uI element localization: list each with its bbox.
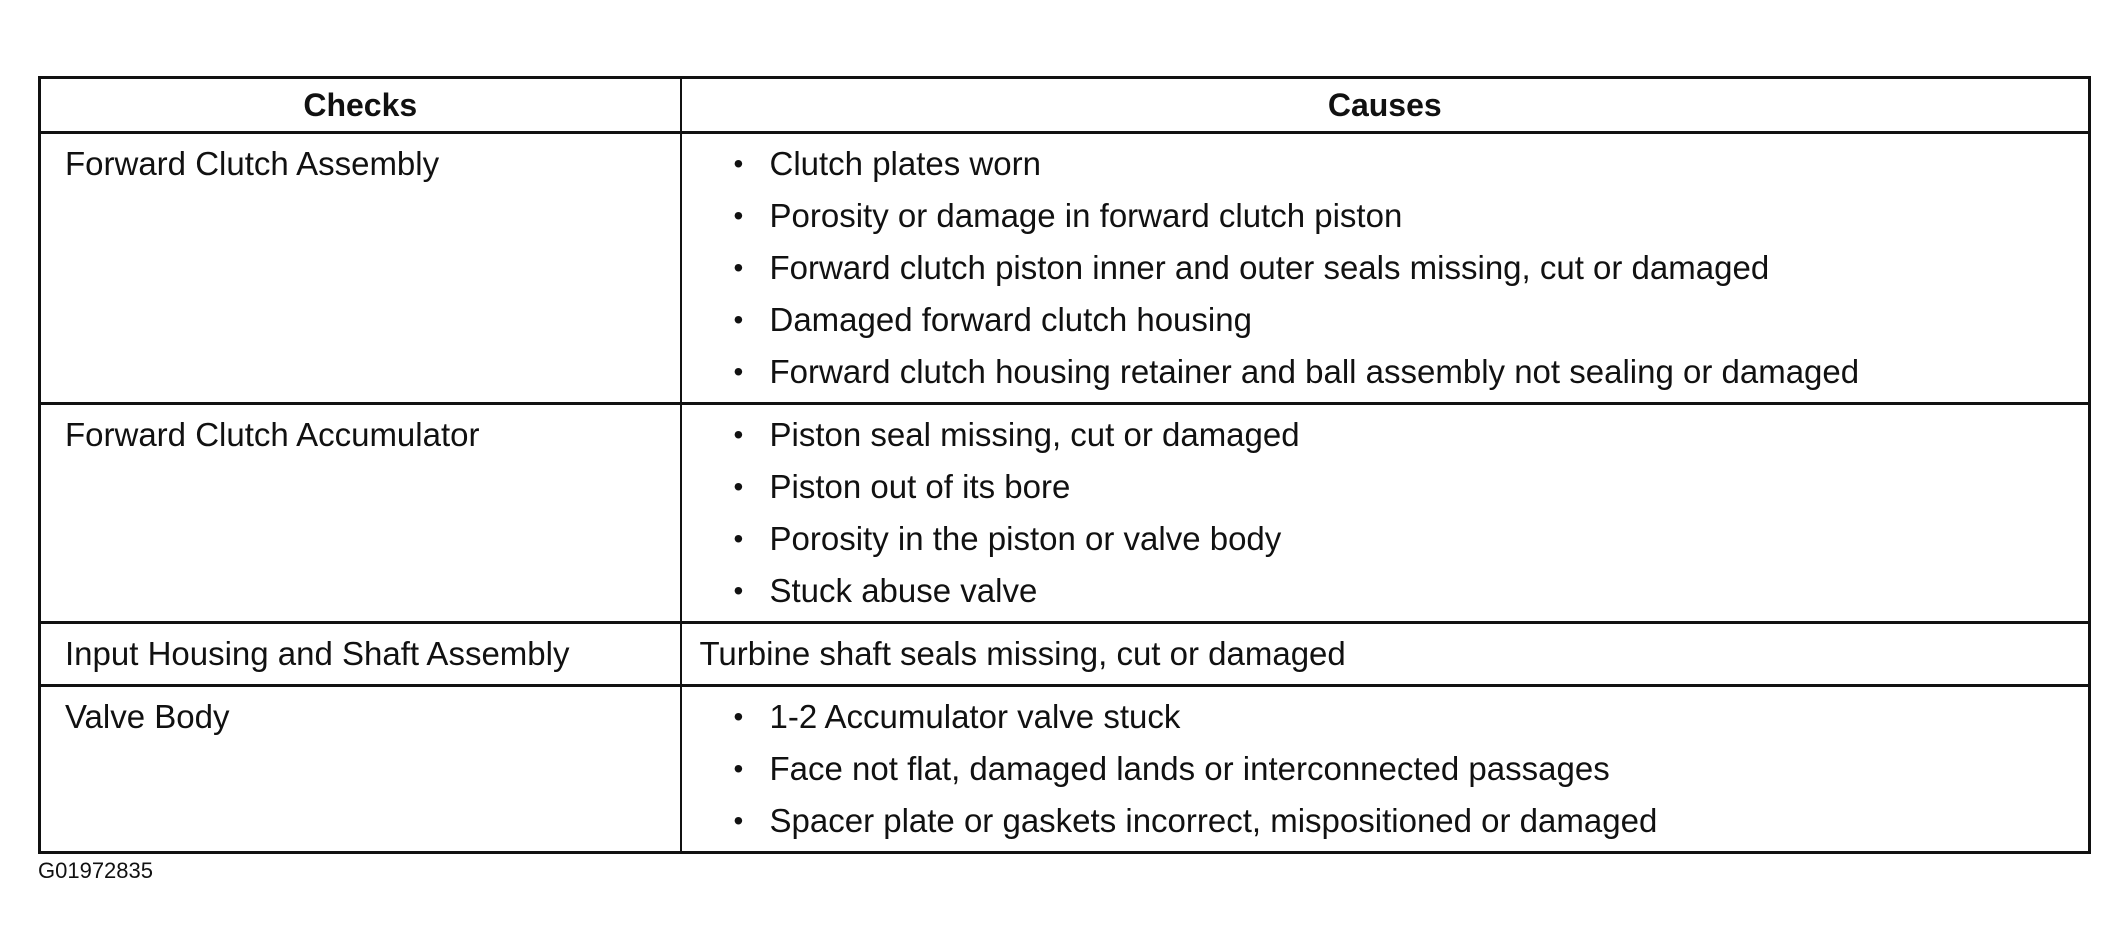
figure-id: G01972835	[38, 858, 153, 883]
cause-list	[682, 138, 2089, 398]
causes-cell	[681, 686, 2090, 853]
table-row	[40, 686, 2090, 853]
cause-item	[682, 565, 2089, 617]
cause-text: 1-2 Accumulator valve stuck	[769, 698, 1181, 735]
diagnosis-table	[38, 76, 2091, 854]
causes-cell	[681, 623, 2090, 686]
cause-text: Clutch plates worn	[769, 145, 1041, 182]
header-causes: Causes	[681, 78, 2090, 133]
cause-list	[682, 409, 2089, 617]
cause-item	[682, 138, 2089, 190]
header-row	[40, 78, 2090, 133]
cause-text: Turbine shaft seals missing, cut or damaged	[699, 635, 1346, 672]
causes-cell	[681, 404, 2090, 623]
bullet-icon: •	[733, 252, 744, 283]
check-cell: Input Housing and Shaft Assembly	[40, 623, 681, 686]
bullet-icon: •	[733, 200, 744, 231]
bullet-icon: •	[733, 575, 744, 606]
cause-text: Stuck abuse valve	[769, 572, 1038, 609]
bullet-icon: •	[733, 753, 744, 784]
bullet-icon: •	[733, 356, 744, 387]
check-cell: Forward Clutch Assembly	[40, 133, 681, 404]
table-row	[40, 404, 2090, 623]
cause-text: Spacer plate or gaskets incorrect, mispositioned or damaged	[769, 802, 1658, 839]
cause-item	[682, 513, 2089, 565]
cause-item	[682, 190, 2089, 242]
bullet-icon: •	[733, 304, 744, 335]
causes-cell	[681, 133, 2090, 404]
cause-text: Piston seal missing, cut or damaged	[769, 416, 1300, 453]
cause-item	[682, 294, 2089, 346]
cause-item	[682, 461, 2089, 513]
cause-item	[682, 795, 2089, 847]
bullet-icon: •	[733, 148, 744, 179]
bullet-icon: •	[733, 419, 744, 450]
cause-text: Forward clutch piston inner and outer seals missing, cut or damaged	[769, 249, 1770, 286]
bullet-icon: •	[733, 805, 744, 836]
cause-text: Porosity or damage in forward clutch piston	[769, 197, 1403, 234]
cause-text: Damaged forward clutch housing	[769, 301, 1252, 338]
table-row	[40, 623, 2090, 686]
bullet-icon: •	[733, 471, 744, 502]
table-row	[40, 133, 2090, 404]
check-cell: Valve Body	[40, 686, 681, 853]
cause-item	[682, 409, 2089, 461]
cause-item	[682, 691, 2089, 743]
table-body	[40, 133, 2090, 853]
bullet-icon: •	[733, 701, 744, 732]
bullet-icon: •	[733, 523, 744, 554]
cause-item	[682, 242, 2089, 294]
cause-text: Piston out of its bore	[769, 468, 1071, 505]
header-checks: Checks	[40, 78, 681, 133]
cause-text: Porosity in the piston or valve body	[769, 520, 1282, 557]
cause-text: Face not flat, damaged lands or interconnected passages	[769, 750, 1610, 787]
cause-item	[682, 743, 2089, 795]
cause-text: Forward clutch housing retainer and ball assembly not sealing or damaged	[769, 353, 1860, 390]
cause-list	[682, 691, 2089, 847]
cause-item	[682, 346, 2089, 398]
check-cell: Forward Clutch Accumulator	[40, 404, 681, 623]
